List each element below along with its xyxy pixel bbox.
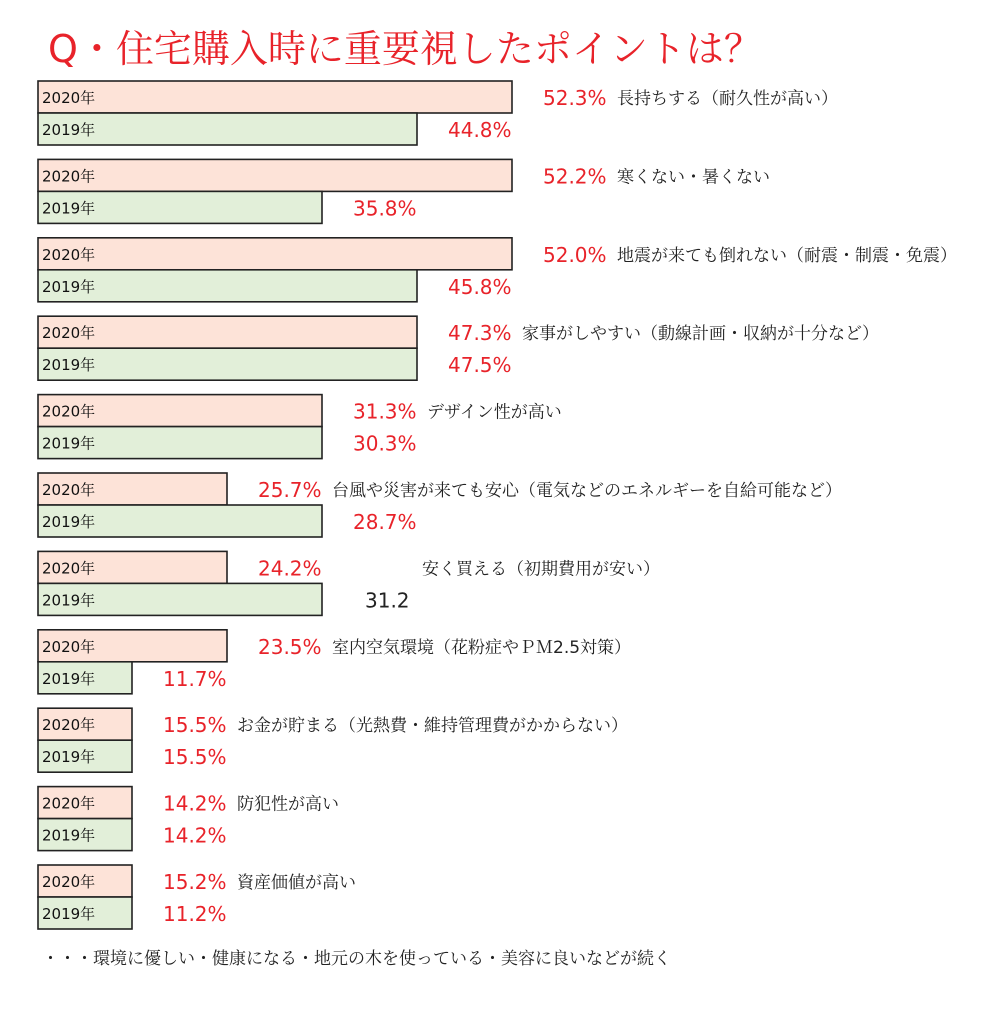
category-label: デザイン性が高い bbox=[427, 402, 562, 423]
bar-year-label: 2019年 bbox=[42, 434, 96, 453]
value-label: 15.5% bbox=[163, 745, 227, 770]
value-label: 11.7% bbox=[163, 666, 227, 691]
category-label: 室内空気環境（花粉症やＰＭ2.5対策） bbox=[332, 637, 632, 658]
value-label: 14.2% bbox=[163, 823, 227, 848]
bar-year-label: 2020年 bbox=[42, 873, 96, 891]
bar-year-label: 2020年 bbox=[42, 481, 96, 499]
value-label: 31.3% bbox=[353, 399, 417, 424]
chart-title: Q・住宅購入時に重要視したポイントは？ bbox=[48, 27, 762, 71]
category-label: お金が貯まる（光熱費・維持管理費がかからない） bbox=[237, 716, 628, 737]
bar-year-label: 2020年 bbox=[42, 716, 96, 735]
bar-year-label: 2019年 bbox=[42, 513, 96, 531]
category-label: 台風や災害が来ても安心（電気などのエネルギーを自給可能など） bbox=[332, 481, 842, 501]
category-label: 安く買える（初期費用が安い） bbox=[422, 559, 660, 580]
value-label: 14.2% bbox=[163, 791, 227, 816]
value-label: 31.2 bbox=[365, 588, 410, 613]
value-label: 35.8% bbox=[353, 196, 417, 221]
bar-year-label: 2019年 bbox=[42, 669, 96, 688]
bar-year-label: 2019年 bbox=[42, 591, 96, 610]
value-label: 23.5% bbox=[258, 634, 322, 659]
value-label: 30.3% bbox=[353, 431, 417, 456]
footnote: ・・・環境に優しい・健康になる・地元の木を使っている・美容に良いなどが続く bbox=[42, 949, 671, 969]
bar-year-label: 2020年 bbox=[42, 402, 96, 421]
bar-2020 bbox=[38, 81, 512, 113]
bar-year-label: 2020年 bbox=[42, 167, 96, 186]
value-label: 44.8% bbox=[448, 118, 512, 142]
category-label: 家事がしやすい（動線計画・収納が十分など） bbox=[522, 324, 879, 345]
bar-year-label: 2020年 bbox=[42, 245, 96, 264]
bar-year-label: 2020年 bbox=[42, 324, 96, 343]
bar-year-label: 2019年 bbox=[42, 356, 96, 375]
value-label: 25.7% bbox=[258, 478, 322, 502]
bar-year-label: 2019年 bbox=[42, 199, 96, 218]
value-label: 11.2% bbox=[163, 902, 227, 926]
bar-year-label: 2020年 bbox=[42, 794, 96, 813]
bar-year-label: 2019年 bbox=[42, 905, 96, 923]
bar-2020 bbox=[38, 238, 512, 270]
bar-year-label: 2020年 bbox=[42, 637, 96, 656]
category-label: 地震が来ても倒れない（耐震・制震・免震） bbox=[617, 245, 957, 266]
bar-year-label: 2019年 bbox=[42, 277, 96, 296]
value-label: 47.3% bbox=[448, 321, 512, 346]
bar-year-label: 2019年 bbox=[42, 826, 96, 845]
value-label: 52.0% bbox=[543, 242, 607, 267]
category-label: 長持ちする（耐久性が高い） bbox=[617, 89, 838, 109]
value-label: 15.5% bbox=[163, 713, 227, 738]
value-label: 52.3% bbox=[543, 86, 607, 110]
value-label: 47.5% bbox=[448, 353, 512, 378]
bar-year-label: 2019年 bbox=[42, 121, 96, 139]
value-label: 52.2% bbox=[543, 164, 607, 189]
value-label: 28.7% bbox=[353, 510, 417, 534]
category-label: 寒くない・暑くない bbox=[617, 167, 770, 188]
value-label: 24.2% bbox=[258, 556, 322, 581]
bar-year-label: 2019年 bbox=[42, 748, 96, 767]
bar-year-label: 2020年 bbox=[42, 89, 96, 107]
value-label: 15.2% bbox=[163, 870, 227, 894]
category-label: 防犯性が高い bbox=[237, 794, 339, 815]
category-label: 資産価値が高い bbox=[237, 873, 356, 893]
bar-2020 bbox=[38, 159, 512, 191]
bar-year-label: 2020年 bbox=[42, 559, 96, 578]
value-label: 45.8% bbox=[448, 274, 512, 299]
